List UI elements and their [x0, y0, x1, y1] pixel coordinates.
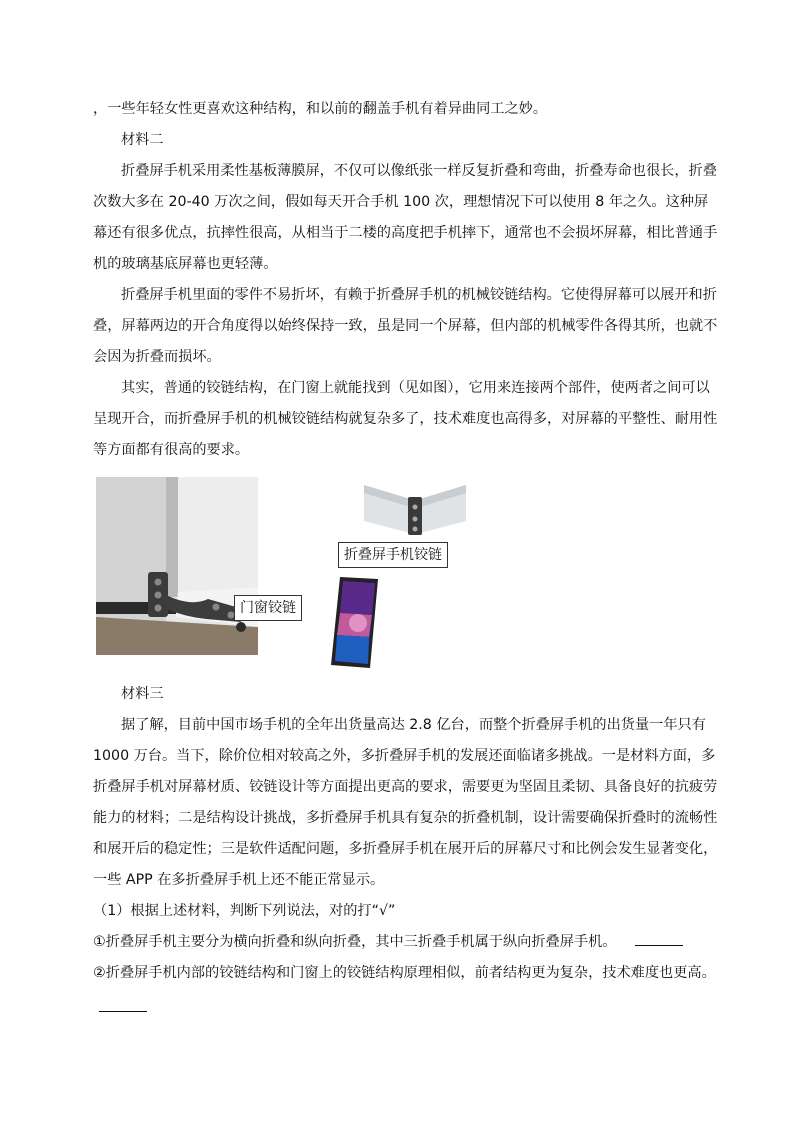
folding-phone-photo: [328, 575, 383, 670]
question-item-2-answer-line: [93, 993, 719, 1024]
answer-blank-1[interactable]: [635, 931, 683, 946]
question-item-2-text: ②折叠屏手机内部的铰链结构和门窗上的铰链结构原理相似，前者结构更为复杂，技术难度也更高。: [93, 965, 716, 981]
question-item-1: [93, 927, 719, 958]
paragraph: 据了解，目前中国市场手机的全年出货量高达 2.8 亿台，而整个折叠屏手机的出货量一年只有 1000 万台。当下，除价位相对较高之外，多折叠屏手机的发展还面临诸多挑战。一是材料方面，多折叠屏手机对屏幕材质、铰链设计等方面提出更高的要求，需要更为坚固且柔韧、具备良好的抗疲劳能力的材料；二是结构设计挑战，多折叠屏手机具有复杂的折叠机制，设计需要确保折叠时的流畅性和展开后的稳定性；三是软件适配问题，多折叠屏手机在展开后的屏幕尺寸和比例会发生显著变化，一些 APP 在多折叠屏手机上还不能正常显示。: [93, 717, 718, 888]
phone-hinge-drawing: [364, 477, 466, 537]
question-item-1-text: ①折叠屏手机主要分为横向折叠和纵向折叠，其中三折叠手机属于纵向折叠屏手机。: [93, 934, 617, 950]
answer-blank-2[interactable]: [99, 997, 147, 1012]
folding-phone-drawing: [328, 575, 383, 670]
door-hinge-label: 门窗铰链: [234, 595, 302, 621]
paragraph: ，一些年轻女性更喜欢这种结构，和以前的翻盖手机有着异曲同工之妙。: [93, 101, 548, 117]
question-block: [93, 896, 719, 1024]
paragraph: 折叠屏手机里面的零件不易折坏，有赖于折叠屏手机的机械铰链结构。它使得屏幕可以展开和折叠，屏幕两边的开合角度得以始终保持一致，虽是同一个屏幕，但内部的机械零件各得其所，也就不会因为折叠而损坏。: [93, 287, 718, 365]
door-hinge-photo: [96, 477, 258, 655]
top-text-block: [93, 94, 719, 466]
question-item-2: [93, 958, 719, 989]
phone-hinge-photo: [364, 477, 466, 537]
door-hinge-drawing: [96, 477, 258, 655]
paragraph: 材料三: [121, 686, 164, 702]
paragraph: 其实，普通的铰链结构，在门窗上就能找到（见如图），它用来连接两个部件，使两者之间可以呈现开合，而折叠屏手机的机械铰链结构就复杂多了，技术难度也高得多，对屏幕的平整性、耐用性等方面都有很高的要求。: [93, 380, 718, 458]
bottom-text-block: [93, 679, 719, 896]
phone-hinge-label: 折叠屏手机铰链: [338, 542, 448, 568]
paragraph: 折叠屏手机采用柔性基板薄膜屏，不仅可以像纸张一样反复折叠和弯曲，折叠寿命也很长，折叠次数大多在 20-40 万次之间，假如每天开合手机 100 次，理想情况下可以使用 8 年之久。这种屏幕还有很多优点，抗摔性很高，从相当于二楼的高度把手机摔下，通常也不会损坏屏幕，相比普通手机的玻璃基底屏幕也更轻薄。: [93, 163, 718, 272]
hinge-figure: [96, 477, 476, 672]
question-prompt: （1）根据上述材料，判断下列说法，对的打“√”: [93, 903, 396, 919]
paragraph: 材料二: [121, 132, 164, 148]
